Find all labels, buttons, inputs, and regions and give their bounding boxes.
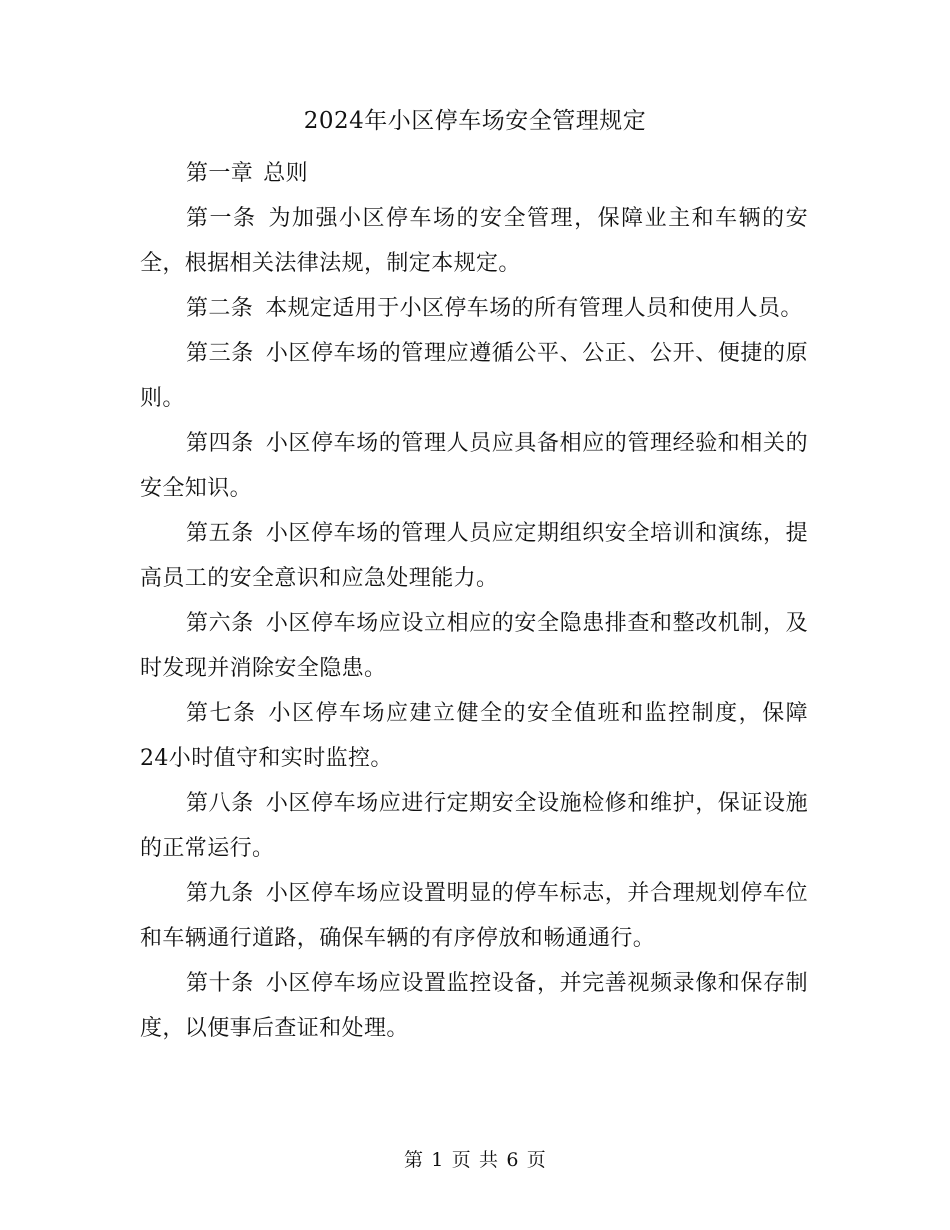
article-9 bbox=[140, 871, 808, 961]
article-label: 第八条 bbox=[186, 791, 254, 816]
article-label: 第三条 bbox=[186, 341, 254, 366]
article-label: 第四条 bbox=[186, 431, 254, 456]
article-text: 本规定适用于小区停车场的所有管理人员和使用人员。 bbox=[265, 296, 803, 321]
article-4 bbox=[140, 421, 808, 511]
chapter-title: 总则 bbox=[263, 161, 309, 186]
article-label: 第一条 bbox=[186, 206, 257, 231]
article-3 bbox=[140, 331, 808, 421]
article-text: 小区停车场的管理人员应具备相应的管理经验和相关的安全知识。 bbox=[140, 431, 809, 501]
article-1 bbox=[140, 196, 808, 286]
article-text: 小区停车场应设置明显的停车标志，并合理规划停车位和车辆通行道路，确保车辆的有序停放和畅通通行。 bbox=[140, 881, 809, 951]
article-8 bbox=[140, 781, 808, 871]
page-footer bbox=[0, 1146, 950, 1174]
article-6 bbox=[140, 601, 808, 691]
article-text: 小区停车场应进行定期安全设施检修和维护，保证设施的正常运行。 bbox=[140, 791, 809, 861]
total-pages-number: 6 bbox=[506, 1149, 519, 1171]
total-suffix: 页 bbox=[526, 1149, 547, 1171]
document-body bbox=[140, 151, 808, 1051]
document-title: 2024年小区停车场安全管理规定 bbox=[303, 108, 647, 134]
article-label: 第五条 bbox=[186, 521, 254, 546]
article-2 bbox=[140, 286, 808, 331]
total-prefix: 共 bbox=[479, 1149, 499, 1171]
article-label: 第九条 bbox=[186, 881, 254, 906]
article-label: 第二条 bbox=[186, 296, 254, 321]
page-prefix: 第 bbox=[403, 1149, 424, 1171]
article-label: 第七条 bbox=[186, 701, 257, 726]
article-7 bbox=[140, 691, 808, 781]
article-text: 小区停车场的管理人员应定期组织安全培训和演练，提高员工的安全意识和应急处理能力。 bbox=[140, 521, 809, 591]
article-text: 小区停车场应设立相应的安全隐患排查和整改机制，及时发现并消除安全隐患。 bbox=[140, 611, 809, 681]
article-5 bbox=[140, 511, 808, 601]
article-text: 小区停车场应建立健全的安全值班和监控制度，保障24小时值守和实时监控。 bbox=[140, 701, 808, 771]
article-text: 小区停车场的管理应遵循公平、公正、公开、便捷的原则。 bbox=[140, 341, 809, 411]
article-text: 为加强小区停车场的安全管理，保障业主和车辆的安全，根据相关法律法规，制定本规定。 bbox=[140, 206, 808, 276]
article-label: 第十条 bbox=[186, 971, 254, 996]
article-label: 第六条 bbox=[186, 611, 254, 636]
article-10 bbox=[140, 961, 808, 1051]
current-page-number: 1 bbox=[431, 1149, 444, 1171]
chapter-label: 第一章 bbox=[186, 161, 254, 186]
article-text: 小区停车场应设置监控设备，并完善视频录像和保存制度，以便事后查证和处理。 bbox=[140, 971, 809, 1041]
page-word: 页 bbox=[451, 1149, 471, 1171]
chapter-heading bbox=[140, 151, 808, 196]
